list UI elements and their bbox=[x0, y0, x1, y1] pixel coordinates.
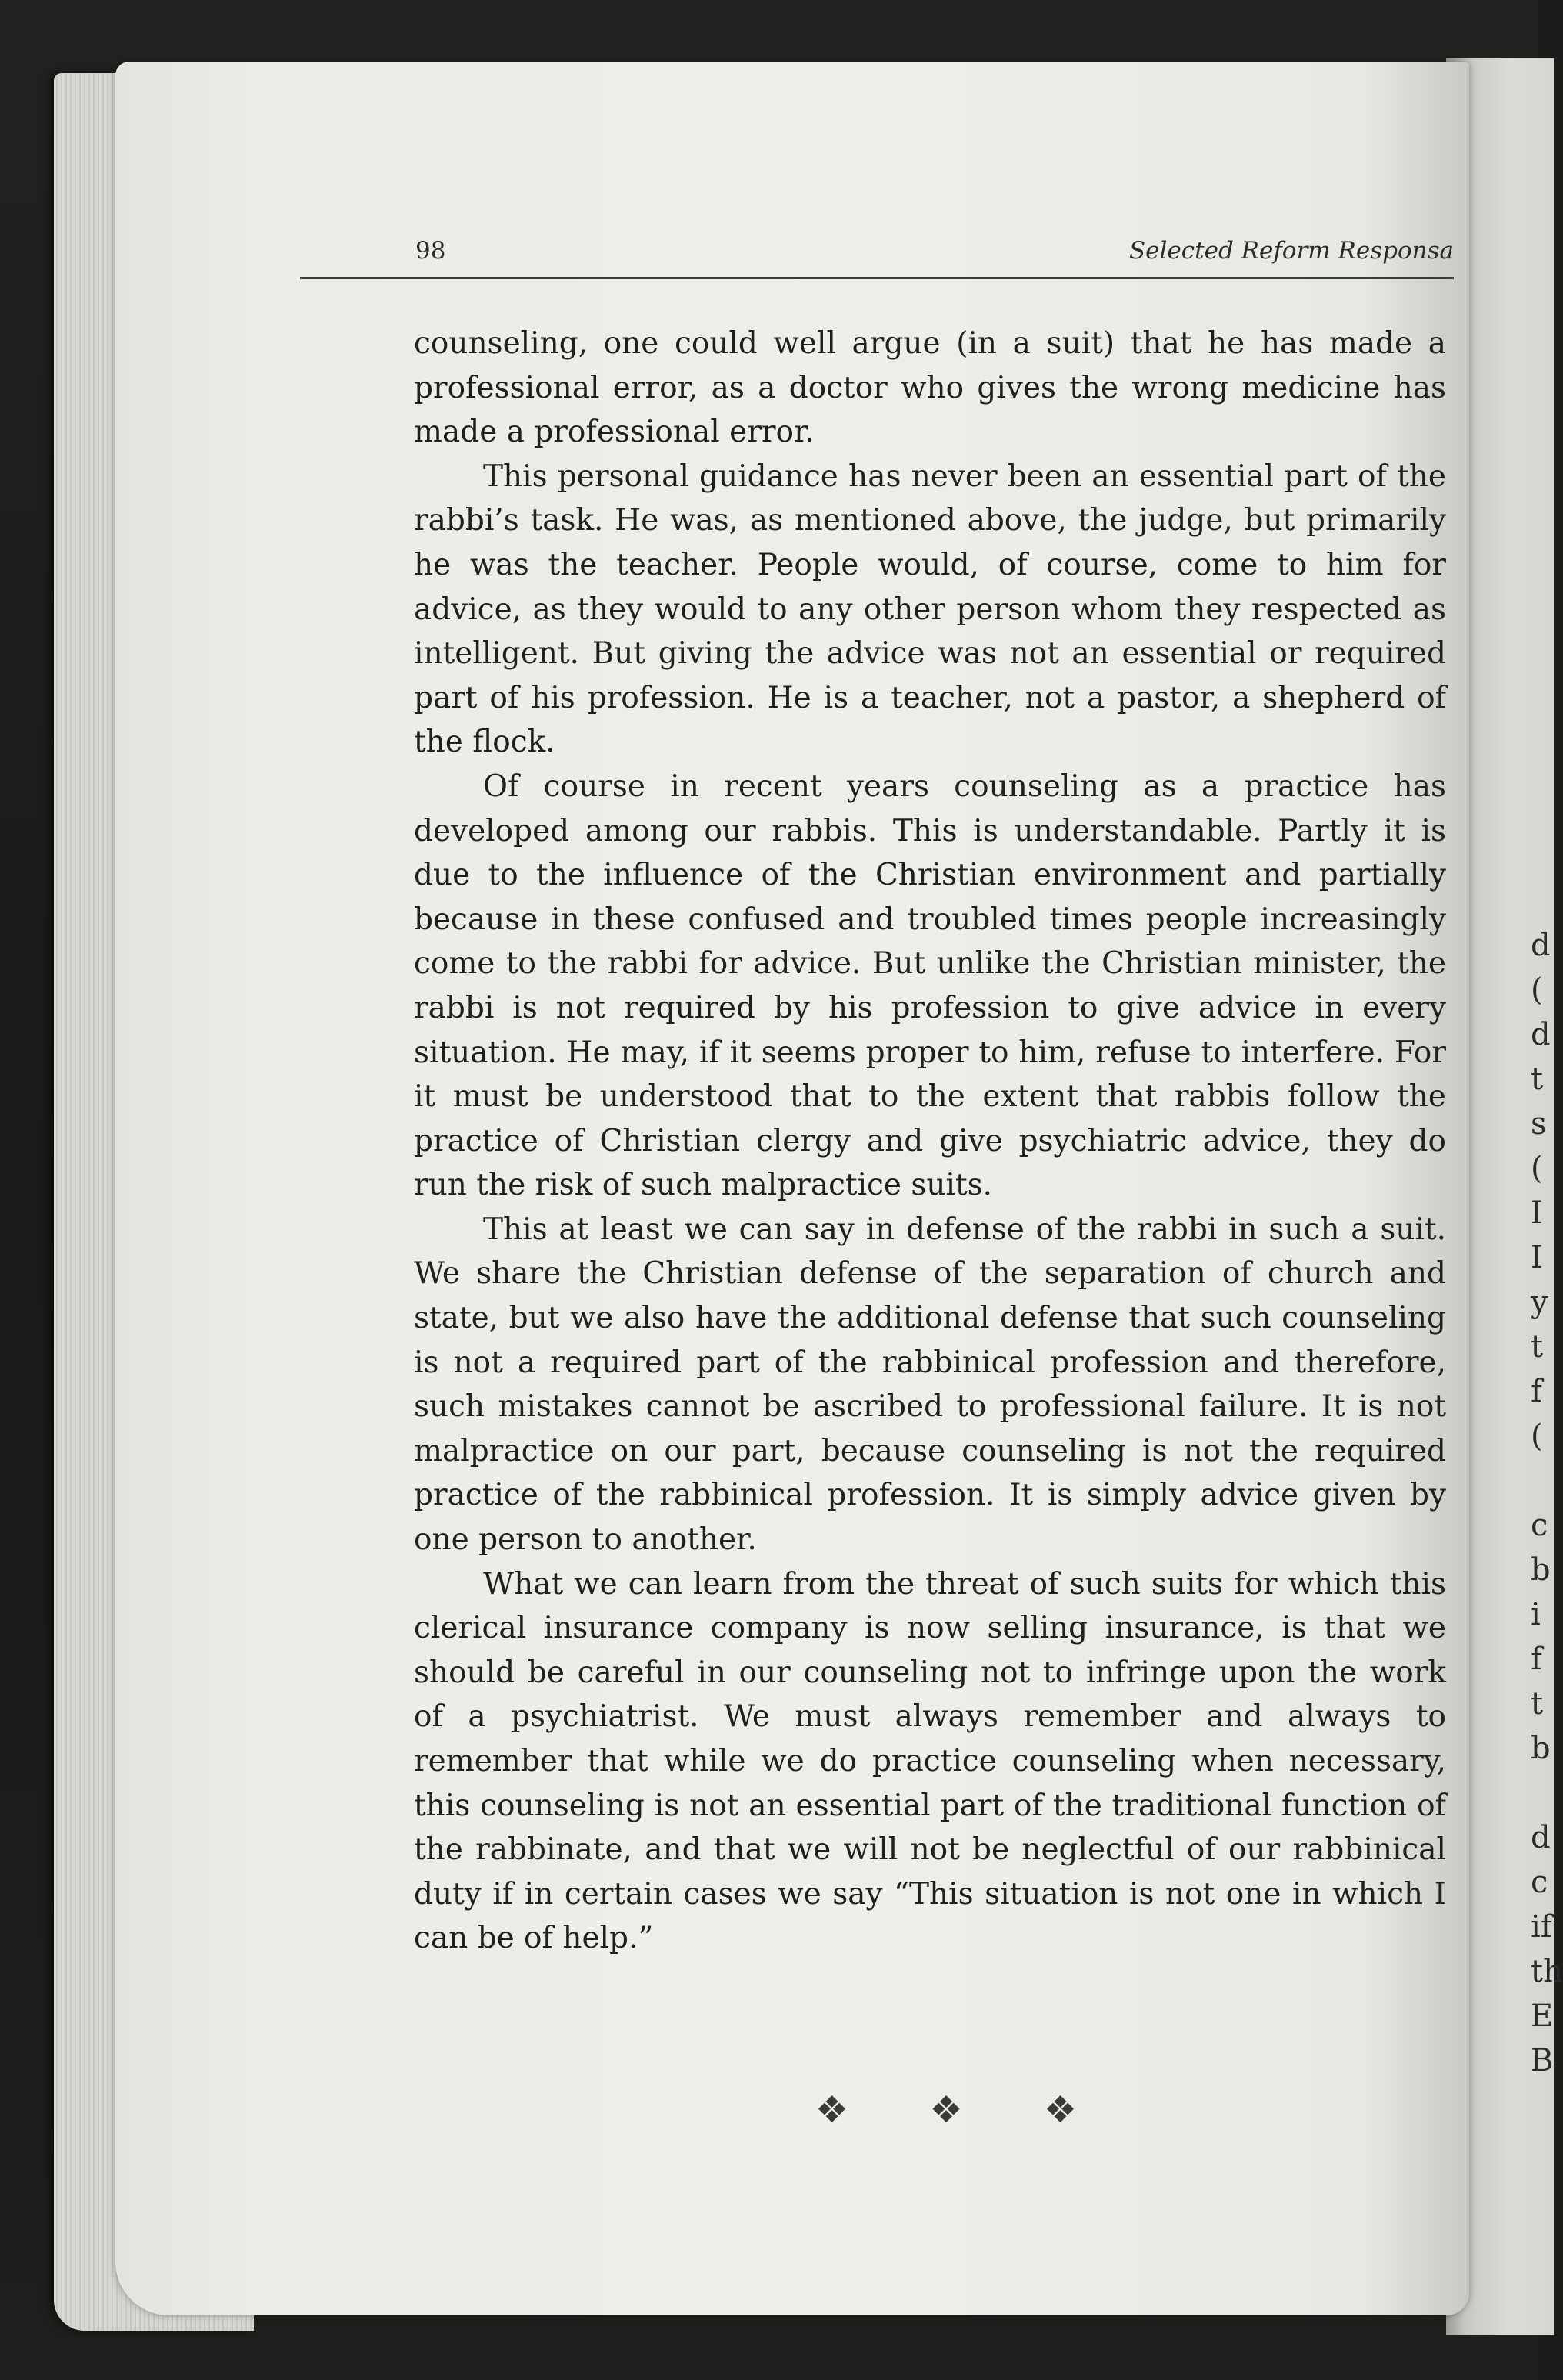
page-number: 98 bbox=[415, 237, 446, 265]
body-text bbox=[414, 322, 1446, 1961]
paragraph: What we can learn from the threat of such suits for which this clerical insurance company is now selling insurance, is that we should be careful in our counseling not to infringe upon the work of a psychiatrist. We must always remember and always to remember that while we do practice counseling when necessary, this counseling is not an essential part of the traditional function of the rabbinate, and that we will not be neglectful of our rabbinical duty if in certain cases we say “This situation is not one in which I can be of help.” bbox=[414, 1566, 1446, 1956]
paragraph: Of course in recent years counseling as a practice has developed among our rabbis. This is understandable. Partly it is due to the influence of the Christian environment and partially because in these confused and troubled times people increasingly come to the rabbi for advice. But unlike the Christian minister, the rabbi is not required by his profession to give advice in every situation. He may, if it seems proper to him, refuse to interfere. For it must be understood that to the extent that rabbis follow the practice of Christian clergy and give psychiatric advice, they do run the risk of such malpractice suits. bbox=[414, 768, 1446, 1203]
facing-page-text-fragments: d ( d t s ( I I y t f ( c b i f t b d c if th E B bbox=[1531, 928, 1563, 2078]
ornament-icon: ❖ bbox=[1043, 2088, 1077, 2132]
book-title: Selected Reform Responsa bbox=[1128, 237, 1454, 265]
ornament-icon: ❖ bbox=[815, 2088, 849, 2132]
paragraph: This at least we can say in defense of the rabbi in such a suit. We share the Christian defense of the separation of church and state, but we also have the additional defense that such counseling is not a required part of the rabbinical profession and therefore, such mistakes cannot be ascribed to professional failure. It is not malpractice on our part, because counseling is not the required practice of the rabbinical profession. It is simply advice given by one person to another. bbox=[414, 1212, 1446, 1558]
running-head bbox=[300, 231, 1454, 279]
ornament-icon: ❖ bbox=[929, 2088, 963, 2132]
section-ornament bbox=[815, 2088, 1077, 2132]
paragraph: counseling, one could well argue (in a suit) that he has made a professional error, as a doctor who gives the wrong medicine has made a professional error. bbox=[414, 326, 1446, 450]
paragraph: This personal guidance has never been an essential part of the rabbi’s task. He was, as mentioned above, the judge, but primarily he was the teacher. People would, of course, come to him for advice, as they would to any other person whom they respected as intelligent. But giving the advice was not an essential or required part of his profession. He is a teacher, not a pastor, a shepherd of the flock. bbox=[414, 458, 1446, 760]
